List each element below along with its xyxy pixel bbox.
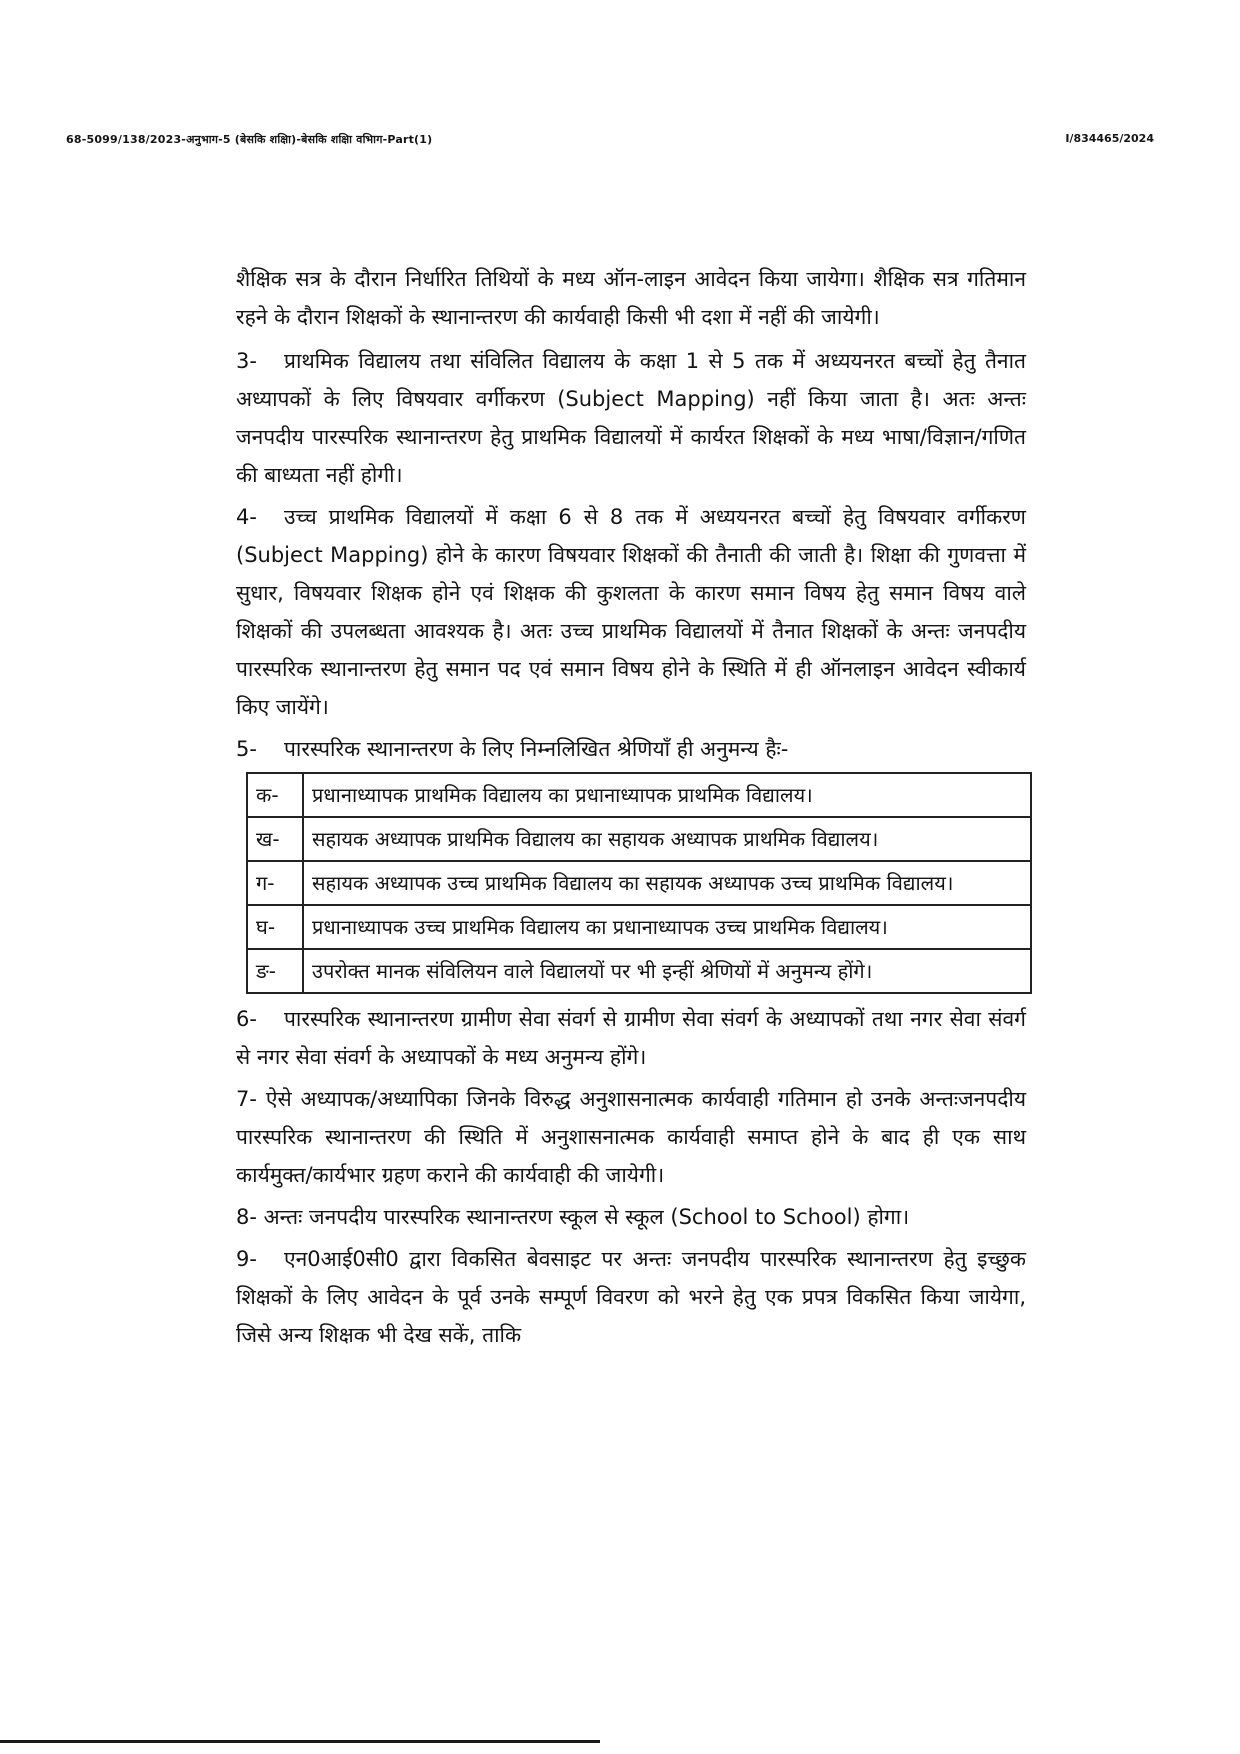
category-text: प्रधानाध्यापक उच्च प्राथमिक विद्यालय का प्रधानाध्यापक उच्च प्राथमिक विद्यालय। [303, 905, 1031, 949]
category-code: ङ- [247, 949, 303, 993]
paragraph-8-text: अन्तः जनपदीय पारस्परिक स्थानान्तरण स्कूल से स्कूल (School to School) होगा। [263, 1205, 910, 1229]
document-body [236, 260, 1026, 1358]
paragraph-5-text: पारस्परिक स्थानान्तरण के लिए निम्नलिखित श्रेणियाँ ही अनुमन्य हैः- [284, 737, 789, 761]
table-row [247, 861, 1031, 905]
paragraph-5-number: 5- [236, 737, 257, 761]
category-text: सहायक अध्यापक प्राथमिक विद्यालय का सहायक अध्यापक प्राथमिक विद्यालय। [303, 817, 1031, 861]
category-text: प्रधानाध्यापक प्राथमिक विद्यालय का प्रधानाध्यापक प्राथमिक विद्यालय। [303, 773, 1031, 817]
paragraph-6-text: पारस्परिक स्थानान्तरण ग्रामीण सेवा संवर्ग से ग्रामीण सेवा संवर्ग के अध्यापकों तथा नगर सेवा संवर्ग से नगर सेवा संवर्ग के अध्यापकों के मध्य अनुमन्य होंगे। [236, 1007, 1026, 1069]
paragraph-4-text: उच्च प्राथमिक विद्यालयों में कक्षा 6 से 8 तक में अध्ययनरत बच्चों हेतु विषयवार वर्गीकरण (Subject Mapping) होने के कारण विषयवार शिक्षकों की तैनाती की जाती है। शिक्षा की गुणवत्ता में सुधार, विषयवार शिक्षक होने एवं शिक्षक की कुशलता के कारण समान विषय हेतु समान विषय वाले शिक्षकों की उपलब्धता आवश्यक है। अतः उच्च प्राथमिक विद्यालयों में तैनात शिक्षकों के अन्तः जनपदीय पारस्परिक स्थानान्तरण हेतु समान पद एवं समान विषय होने के स्थिति में ही ऑनलाइन आवेदन स्वीकार्य किए जायेंगे। [236, 505, 1026, 719]
category-code: ख- [247, 817, 303, 861]
paragraph-3-number: 3- [236, 349, 257, 373]
paragraph-7 [236, 1080, 1026, 1194]
paragraph-6 [236, 1000, 1026, 1076]
paragraph-9-number: 9- [236, 1247, 257, 1271]
category-text: सहायक अध्यापक उच्च प्राथमिक विद्यालय का सहायक अध्यापक उच्च प्राथमिक विद्यालय। [303, 861, 1031, 905]
table-row [247, 817, 1031, 861]
category-code: क- [247, 773, 303, 817]
paragraph-8-number: 8- [236, 1205, 257, 1229]
category-text: उपरोक्त मानक संविलियन वाले विद्यालयों पर भी इन्हीं श्रेणियों में अनुमन्य होंगे। [303, 949, 1031, 993]
paragraph-5 [236, 730, 1026, 768]
paragraph-7-number: 7- [236, 1087, 257, 1111]
table-row [247, 773, 1031, 817]
paragraph-6-number: 6- [236, 1007, 257, 1031]
table-row [247, 949, 1031, 993]
page-bottom-rule [0, 1740, 600, 1743]
paragraph-7-text: ऐसे अध्यापक/अध्यापिका जिनके विरुद्ध अनुशासनात्मक कार्यवाही गतिमान हो उनके अन्तःजनपदीय पारस्परिक स्थानान्तरण की स्थिति में अनुशासनात्मक कार्यवाही समाप्त होने के बाद ही एक साथ कार्यमुक्त/कार्यभार ग्रहण कराने की कार्यवाही की जायेगी। [236, 1087, 1026, 1187]
paragraph-4-number: 4- [236, 505, 257, 529]
file-reference: 68-5099/138/2023-अनुभाग-5 (बेसकि शक्षिा)-बेसकि शक्षिा वभिाग-Part(1) [66, 133, 433, 146]
paragraph-4 [236, 498, 1026, 726]
document-number: I/834465/2024 [1065, 132, 1154, 145]
paragraph-8 [236, 1198, 1026, 1236]
paragraph-3-text: प्राथमिक विद्यालय तथा संविलित विद्यालय के कक्षा 1 से 5 तक में अध्ययनरत बच्चों हेतु तैनात अध्यापकों के लिए विषयवार वर्गीकरण (Subject Mapping) नहीं किया जाता है। अतः अन्तः जनपदीय पारस्परिक स्थानान्तरण हेतु प्राथमिक विद्यालयों में कार्यरत शिक्षकों के मध्य भाषा/विज्ञान/गणित की बाध्यता नहीं होगी। [236, 349, 1026, 487]
category-code: घ- [247, 905, 303, 949]
paragraph-9 [236, 1240, 1026, 1354]
paragraph-intro: शैक्षिक सत्र के दौरान निर्धारित तिथियों के मध्य ऑन-लाइन आवेदन किया जायेगा। शैक्षिक सत्र गतिमान रहने के दौरान शिक्षकों के स्थानान्तरण की कार्यवाही किसी भी दशा में नहीं की जायेगी। [236, 267, 1026, 329]
paragraph-3 [236, 342, 1026, 494]
table-row [247, 905, 1031, 949]
paragraph-9-text: एन0आई0सी0 द्वारा विकसित बेवसाइट पर अन्तः जनपदीय पारस्परिक स्थानान्तरण हेतु इच्छुक शिक्षकों के लिए आवेदन के पूर्व उनके सम्पूर्ण विवरण को भरने हेतु एक प्रपत्र विकसित किया जायेगा, जिसे अन्य शिक्षक भी देख सकें, ताकि [236, 1247, 1026, 1347]
category-code: ग- [247, 861, 303, 905]
categories-table [246, 772, 1032, 994]
